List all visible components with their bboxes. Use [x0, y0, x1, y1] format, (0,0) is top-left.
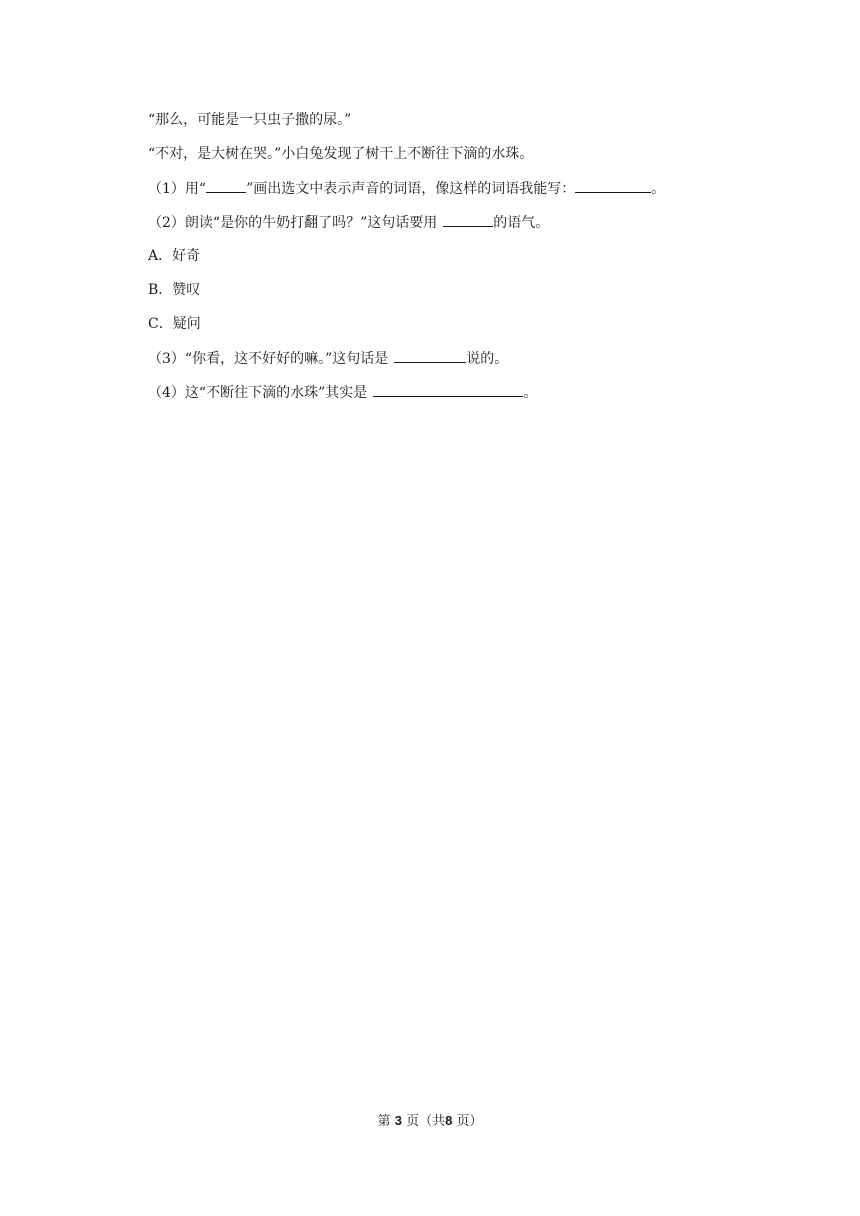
answer-blank[interactable]: [443, 212, 493, 227]
question-text: （3）“你看，这不好好的嘛。”这句话是: [148, 351, 389, 367]
option-b: [148, 280, 200, 300]
answer-blank[interactable]: [575, 178, 651, 193]
footer-text: 页）: [456, 1114, 483, 1129]
option-text: A．好奇: [148, 248, 201, 264]
question-text: 的语气。: [493, 215, 550, 231]
question-text: ”画出选文中表示声音的词语，像这样的词语我能写：: [246, 181, 576, 197]
question-1: [148, 178, 665, 199]
passage-line-1: [148, 110, 351, 130]
question-text: 。: [523, 385, 538, 401]
passage-text: “不对，是大树在哭。”小白兔发现了树干上不断往下滴的水珠。: [148, 146, 534, 162]
question-2: [148, 212, 549, 233]
answer-blank[interactable]: [394, 348, 466, 363]
question-text: （2）朗读“是你的牛奶打翻了吗？”这句话要用: [148, 215, 438, 231]
footer-text: 页（共: [406, 1114, 446, 1129]
option-c: [148, 314, 201, 334]
passage-text: “那么，可能是一只虫子撒的尿。”: [148, 112, 352, 128]
option-text: C．疑问: [148, 316, 201, 332]
question-text: 。: [651, 181, 666, 197]
answer-blank[interactable]: [373, 382, 523, 397]
option-text: B．赞叹: [148, 282, 201, 298]
footer-text: 第: [377, 1114, 391, 1129]
passage-line-2: [148, 144, 533, 164]
page-footer: [0, 1112, 860, 1131]
question-3: [148, 348, 508, 369]
question-text: （1）用“: [148, 181, 207, 197]
question-4: [148, 382, 537, 403]
option-a: [148, 246, 200, 266]
page-total: 8: [445, 1113, 453, 1128]
question-text: （4）这“不断往下滴的水珠”其实是: [148, 385, 368, 401]
page-number: 3: [394, 1113, 402, 1128]
question-text: 说的。: [466, 351, 509, 367]
underline-sample: [206, 178, 246, 193]
